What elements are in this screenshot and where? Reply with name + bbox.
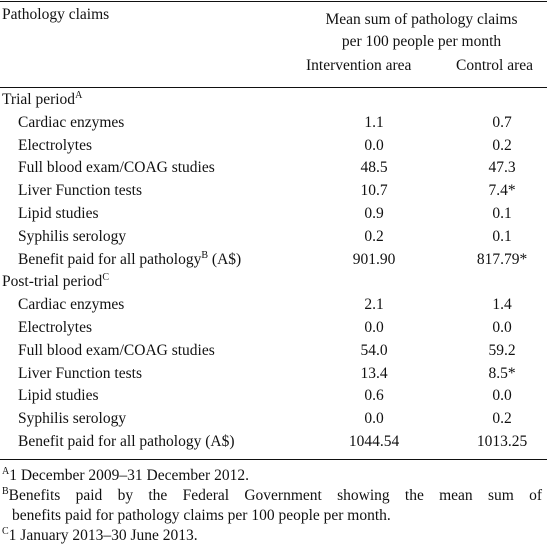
header-rule	[0, 87, 547, 88]
table-row	[0, 203, 547, 226]
table-row	[0, 431, 547, 454]
cell-intervention: 54.0	[360, 341, 388, 359]
footnote-b	[2, 486, 542, 506]
column-header-intervention: Intervention area	[306, 57, 412, 74]
cell-intervention: 0.2	[364, 227, 384, 245]
row-label-text: Liver Function tests	[18, 182, 142, 200]
cell-intervention: 1044.54	[348, 432, 400, 450]
cell-control	[472, 365, 532, 384]
cell-control-value: 0.2	[492, 136, 512, 154]
table-row	[0, 180, 547, 203]
table-row	[0, 157, 547, 180]
cell-control-value: 0.1	[492, 204, 512, 222]
cell-intervention: 2.1	[364, 296, 384, 314]
cell-intervention: 48.5	[360, 159, 388, 177]
row-label	[18, 182, 142, 201]
cell-control	[472, 342, 532, 361]
cell-control-value: 8.5	[488, 364, 508, 382]
table-row	[0, 408, 547, 431]
table-row	[0, 294, 547, 317]
table-row	[0, 340, 547, 363]
cell-control	[472, 137, 532, 156]
table-row	[0, 226, 547, 249]
row-label	[18, 387, 99, 406]
footnote-a	[2, 466, 542, 486]
row-label-footnote-mark: B	[201, 249, 209, 261]
cell-control-value: 7.4	[488, 182, 508, 200]
row-label	[18, 137, 92, 156]
cell-control-value: 47.3	[488, 159, 516, 177]
row-label	[18, 319, 92, 338]
significance-mark: *	[507, 364, 516, 382]
row-label-text: Benefit paid for all pathology	[18, 250, 202, 268]
table-row	[0, 385, 547, 408]
table-body	[0, 89, 547, 454]
row-label-text: Syphilis serology	[18, 227, 127, 245]
row-label-text: Full blood exam/COAG studies	[18, 159, 215, 177]
cell-control	[472, 205, 532, 224]
row-label-text: Cardiac enzymes	[18, 296, 125, 314]
row-label	[18, 251, 241, 270]
section-title	[2, 273, 109, 292]
row-label-text: Benefit paid for all pathology (A$)	[18, 432, 235, 450]
row-label-unit: (A$)	[208, 250, 242, 268]
section-title-text: Post-trial period	[2, 273, 103, 291]
row-label	[18, 228, 126, 247]
cell-control-value: 0.0	[492, 318, 512, 336]
table-row	[0, 249, 547, 272]
row-label	[18, 433, 235, 452]
row-label-text: Electrolytes	[18, 136, 93, 154]
row-label-text: Cardiac enzymes	[18, 113, 125, 131]
row-label-text: Full blood exam/COAG studies	[18, 341, 215, 359]
cell-control-value: 1.4	[492, 296, 512, 314]
cell-intervention: 0.0	[364, 136, 384, 154]
cell-control-value: 1013.25	[476, 432, 528, 450]
cell-intervention: 0.9	[364, 204, 384, 222]
cell-intervention: 13.4	[360, 364, 388, 382]
row-label-text: Lipid studies	[18, 204, 99, 222]
significance-mark: *	[507, 182, 516, 200]
footnote-b-text-line1: Benefits paid by the Federal Government showing the mean sum of	[8, 487, 542, 504]
footnote-b-cont	[2, 506, 542, 526]
row-label-text: Lipid studies	[18, 387, 99, 405]
column-group-header	[296, 9, 547, 53]
column-group-header-line2: per 100 people per month	[341, 33, 502, 50]
table-row	[0, 112, 547, 135]
footnote-b-mark: B	[2, 486, 9, 497]
row-label	[18, 365, 142, 384]
row-label	[18, 296, 124, 315]
table-row	[0, 135, 547, 158]
cell-control-value: 817.79	[476, 250, 520, 268]
cell-control-value: 0.0	[492, 387, 512, 405]
footnote-b-text-line2: benefits paid for pathology claims per 100 people per month.	[12, 507, 391, 524]
footnote-c-mark: C	[2, 526, 9, 537]
row-label-text: Syphilis serology	[18, 410, 127, 428]
cell-control	[472, 433, 532, 452]
cell-intervention: 0.0	[364, 410, 384, 428]
row-label	[18, 114, 124, 133]
cell-control	[472, 296, 532, 315]
column-header-control: Control area	[456, 57, 534, 74]
column-header-pathology-claims: Pathology claims	[2, 6, 110, 23]
cell-intervention: 0.6	[364, 387, 384, 405]
bottom-rule	[0, 459, 547, 460]
top-rule	[0, 1, 547, 2]
cell-intervention: 10.7	[360, 182, 388, 200]
cell-control-value: 0.7	[492, 113, 512, 131]
footnote-a-mark: A	[2, 466, 10, 477]
cell-control-value: 0.1	[492, 227, 512, 245]
row-label-text: Liver Function tests	[18, 364, 142, 382]
column-group-header-line1: Mean sum of pathology claims	[325, 11, 518, 28]
cell-control	[472, 387, 532, 406]
table-row	[0, 317, 547, 340]
cell-intervention: 901.90	[352, 250, 396, 268]
cell-intervention: 0.0	[364, 318, 384, 336]
row-label	[18, 159, 215, 178]
cell-control	[472, 114, 532, 133]
cell-intervention: 1.1	[364, 113, 384, 131]
row-label	[18, 410, 126, 429]
cell-control	[472, 228, 532, 247]
cell-control	[472, 319, 532, 338]
section-title-text: Trial period	[2, 91, 76, 108]
footnotes	[2, 466, 542, 546]
section-title-footnote-mark: A	[75, 90, 83, 101]
significance-mark: *	[519, 250, 528, 268]
section-row	[0, 271, 547, 294]
footnote-c-text: 1 January 2013–30 June 2013.	[8, 527, 198, 544]
cell-control	[472, 159, 532, 178]
cell-control-value: 0.2	[492, 410, 512, 428]
row-label-text: Electrolytes	[18, 318, 93, 336]
row-label	[18, 205, 99, 224]
cell-control	[472, 251, 532, 270]
section-title	[2, 91, 82, 110]
cell-control	[472, 182, 532, 201]
table-row	[0, 363, 547, 386]
cell-control	[472, 410, 532, 429]
footnote-c	[2, 526, 542, 546]
cell-control-value: 59.2	[488, 341, 516, 359]
section-row	[0, 89, 547, 112]
row-label	[18, 342, 215, 361]
footnote-a-text: 1 December 2009–31 December 2012.	[9, 467, 249, 484]
section-title-footnote-mark: C	[102, 272, 109, 284]
